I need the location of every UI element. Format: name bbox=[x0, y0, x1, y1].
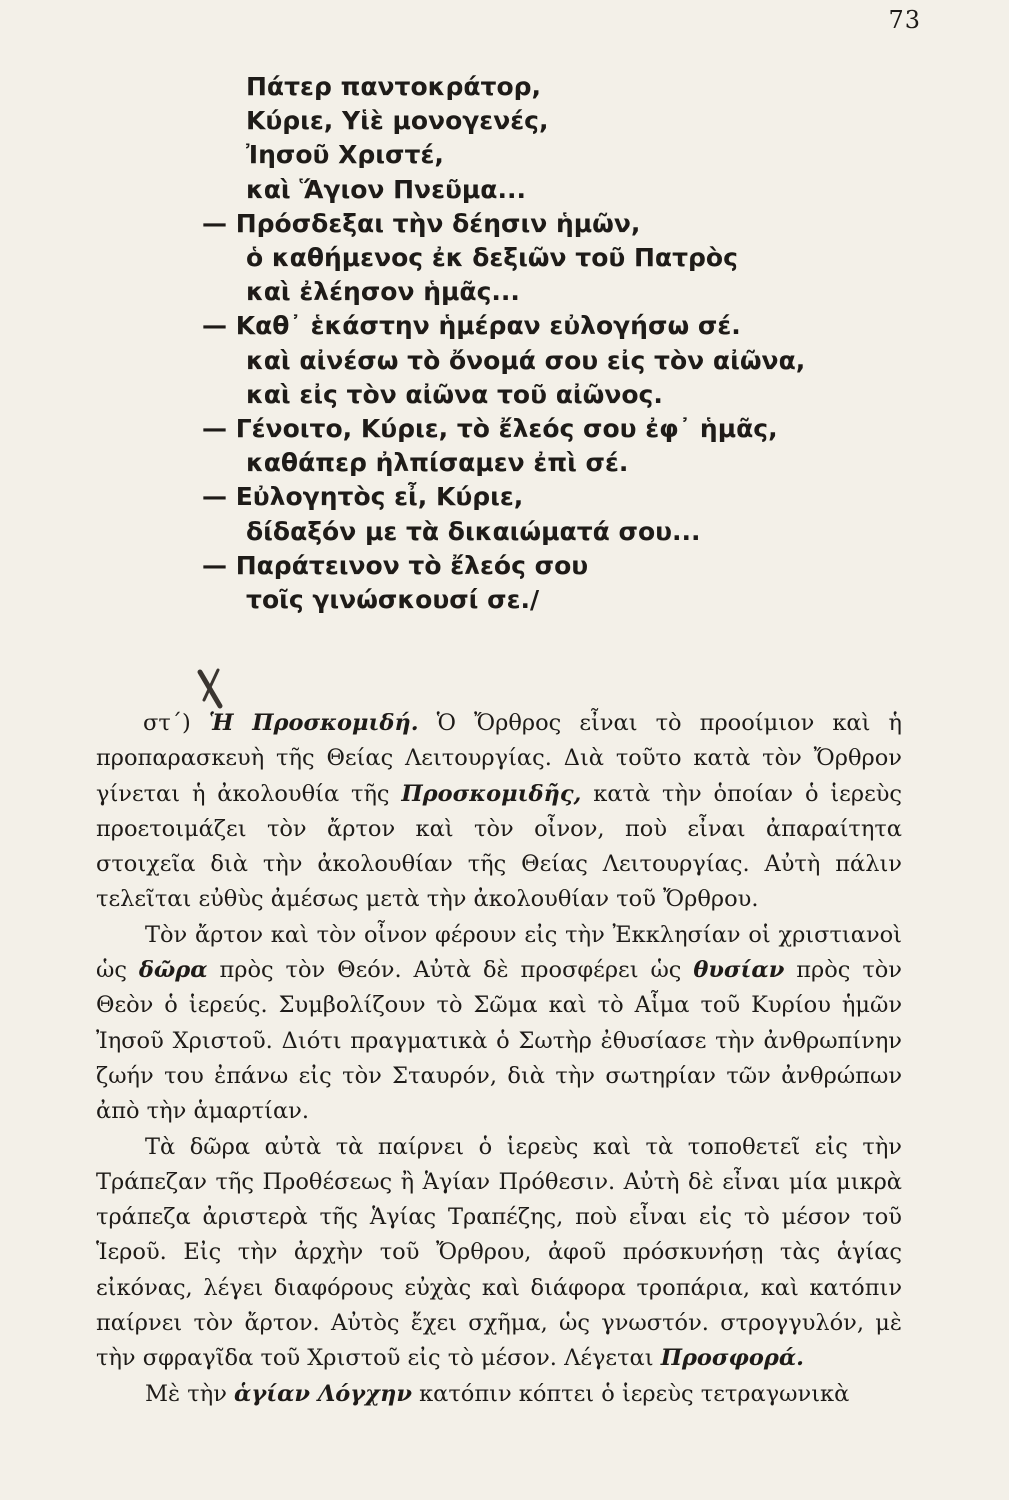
page-number: 73 bbox=[888, 6, 921, 34]
paragraph-text: Ὁ Ὄρθρος εἶναι τὸ προοίμιον καὶ ἡ προπαρασκευὴ τῆς Θείας Λειτουργίας. Διὰ τοῦτο κατὰ τὸν Ὄρθρον γίνεται ἡ ἀκολουθία τῆς bbox=[96, 710, 902, 807]
emphasized-term: Προσκομιδῆς, bbox=[401, 780, 582, 807]
section-heading: Ἡ Προσκομιδή. bbox=[208, 710, 419, 736]
hymn-line: καὶ ἐλέησον ἡμᾶς... bbox=[246, 277, 520, 307]
hymn-line: — Γένοιτο, Κύριε, τὸ ἔλεός σου ἐφ᾽ ἡμᾶς, bbox=[202, 414, 778, 444]
paragraph-text: Τὸν ἄρτον καὶ τὸν οἶνον φέρουν εἰς τὴν Ἐκκλησίαν οἱ χριστιανοὶ ὡς bbox=[96, 921, 902, 984]
paragraph-lance bbox=[96, 1377, 902, 1412]
hymn-line: καὶ εἰς τὸν αἰῶνα τοῦ αἰῶνος. bbox=[246, 379, 663, 409]
paragraph-text: κατὰ τὴν ὁποίαν ὁ ἱερεὺς προετοιμάζει τὸν ἄρτον καὶ τὸν οἶνον, ποὺ εἶναι ἀπαραίτητα στοιχεῖα διὰ τὴν ἀκολουθίαν τῆς Θείας Λειτουργίας. Αὐτὴ πάλιν τελεῖται εὐθὺς ἀμέσως μετὰ τὴν ἀκολουθίαν τοῦ Ὄρθρου. bbox=[96, 780, 902, 913]
hymn-line: — Πρόσδεξαι τὴν δέησιν ἡμῶν, bbox=[202, 208, 641, 238]
section-label: στ΄) bbox=[143, 710, 191, 736]
emphasized-term: Προσφορά. bbox=[660, 1345, 804, 1372]
pencil-x-icon bbox=[196, 666, 226, 710]
paragraph-text: πρὸς τὸν Θεόν. Αὐτὰ δὲ προσφέρει ὡς bbox=[219, 957, 682, 984]
hymn-line: — Καθ᾽ ἑκάστην ἡμέραν εὐλογήσω σέ. bbox=[202, 311, 741, 341]
hymn-line: τοῖς γινώσκουσί σε./ bbox=[246, 585, 540, 615]
hymn-line: Πάτερ παντοκράτορ, bbox=[246, 72, 542, 101]
hymn-text bbox=[200, 70, 960, 617]
paragraph-prothesis bbox=[96, 1130, 902, 1377]
body-text bbox=[96, 706, 902, 1412]
paragraph-proskomidi bbox=[96, 706, 902, 918]
emphasized-term: θυσίαν bbox=[693, 957, 785, 984]
emphasized-term: ἁγίαν Λόγχην bbox=[234, 1380, 412, 1407]
hymn-line: ὁ καθήμενος ἐκ δεξιῶν τοῦ Πατρὸς bbox=[246, 243, 738, 273]
hymn-line: καὶ αἰνέσω τὸ ὄνομά σου εἰς τὸν αἰῶνα, bbox=[246, 345, 806, 375]
hymn-line: καὶ Ἅγιον Πνεῦμα... bbox=[246, 174, 526, 204]
hymn-line: καθάπερ ἠλπίσαμεν ἐπὶ σέ. bbox=[246, 448, 629, 478]
hymn-line: δίδαξόν με τὰ δικαιώματά σου... bbox=[246, 516, 701, 546]
paragraph-text: κατόπιν κόπτει ὁ ἱερεὺς τετραγωνικὰ bbox=[419, 1380, 850, 1407]
paragraph-text: Μὲ τὴν bbox=[145, 1380, 227, 1407]
hymn-line: — Παράτεινον τὸ ἔλεός σου bbox=[202, 550, 589, 580]
paragraph-gifts bbox=[96, 918, 902, 1130]
hymn-line: Κύριε, Υἱὲ μονογενές, bbox=[246, 106, 549, 136]
hymn-line: — Εὐλογητὸς εἶ, Κύριε, bbox=[202, 482, 524, 512]
paragraph-text: Τὰ δῶρα αὐτὰ τὰ παίρνει ὁ ἱερεὺς καὶ τὰ τοποθετεῖ εἰς τὴν Τράπεζαν τῆς Προθέσεως ἢ Ἁγίαν Πρόθεσιν. Αὐτὴ δὲ εἶναι μία μικρὰ τράπεζα ἀριστερὰ τῆς Ἁγίας Τραπέζης, ποὺ εἶναι εἰς τὸ μέσον τοῦ Ἱεροῦ. Εἰς τὴν ἀρχὴν τοῦ Ὄρθρου, ἀφοῦ πρόσκυνήσῃ τὰς ἁγίας εἰκόνας, λέγει διαφόρους εὐχὰς καὶ διάφορα τροπάρια, καὶ κατόπιν παίρνει τὸν ἄρτον. Αὐτὸς ἔχει σχῆμα, ὡς γνωστόν. στρογγυλόν, μὲ τὴν σφραγῖδα τοῦ Χριστοῦ εἰς τὸ μέσον. Λέγεται bbox=[96, 1133, 902, 1372]
emphasized-term: δῶρα bbox=[138, 957, 208, 984]
paragraph-text: πρὸς τὸν Θεὸν ὁ ἱερεύς. Συμβολίζουν τὸ Σῶμα καὶ τὸ Αἷμα τοῦ Κυρίου ἡμῶν Ἰησοῦ Χριστοῦ. Διότι πραγματικὰ ὁ Σωτὴρ ἐθυσίασε τὴν ἀνθρωπίνην ζωήν του ἐπάνω εἰς τὸν Σταυρόν, διὰ τὴν σωτηρίαν τῶν ἀνθρώπων ἀπὸ τὴν ἁμαρτίαν. bbox=[96, 957, 902, 1125]
hymn-line: Ἰησοῦ Χριστέ, bbox=[246, 140, 444, 170]
